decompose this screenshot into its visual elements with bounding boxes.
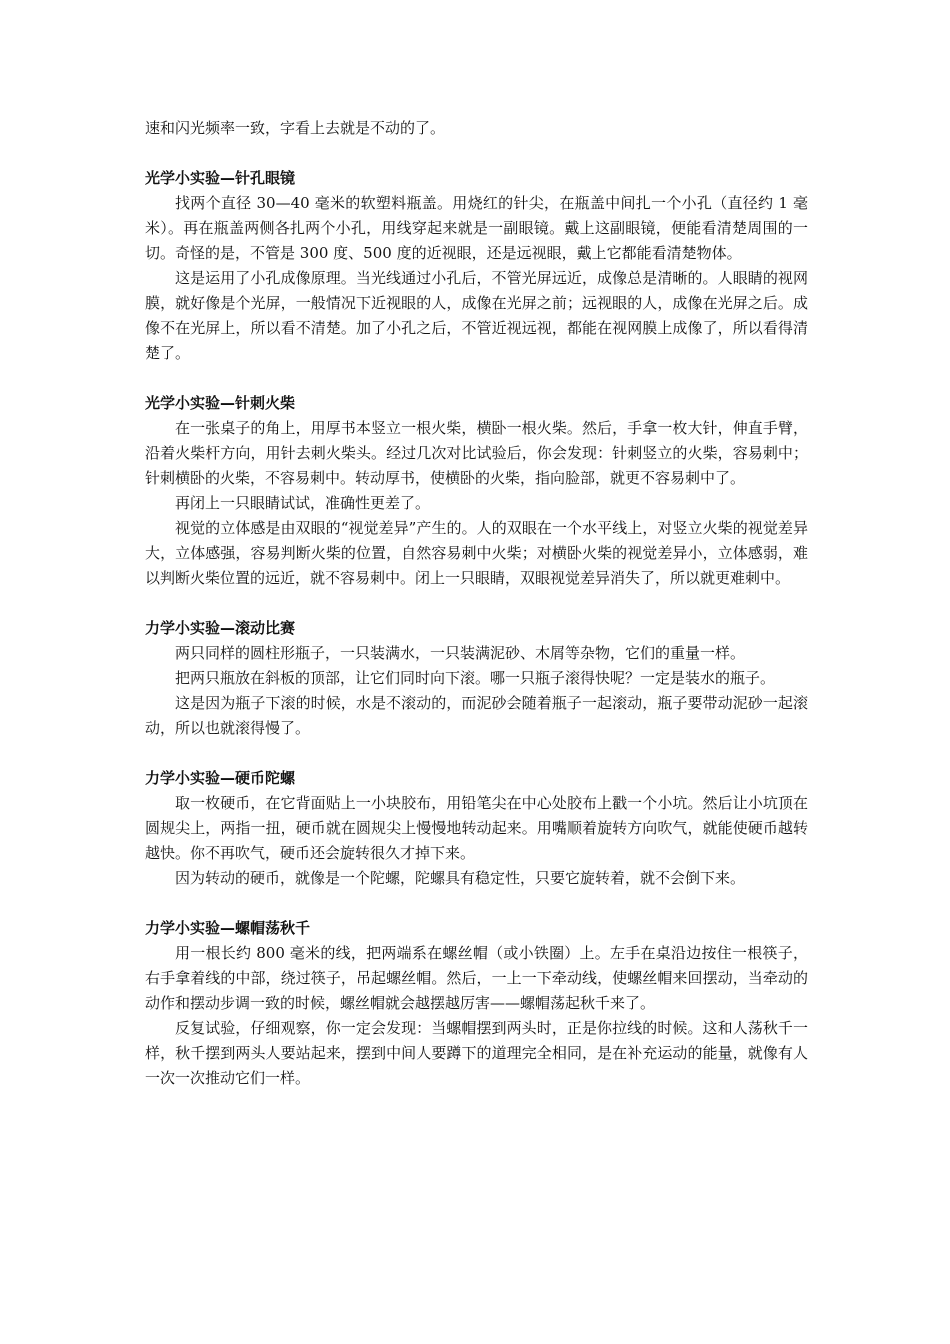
section-title: 力学小实验—硬币陀螺 — [145, 769, 296, 787]
section-coin-top — [145, 766, 808, 891]
paragraph: 取一枚硬币，在它背面贴上一小块胶布，用铅笔尖在中心处胶布上戳一个小坑。然后让小坑顶在圆规尖上，两指一扭，硬币就在圆规尖上慢慢地转动起来。用嘴顺着旋转方向吹气，就能使硬币越转越快。你不再吹气，硬币还会旋转很久才掉下来。 — [145, 794, 808, 862]
section-needle-match — [145, 391, 808, 591]
lead-paragraph: 速和闪光频率一致，字看上去就是不动的了。 — [145, 119, 446, 137]
paragraph: 两只同样的圆柱形瓶子，一只装满水，一只装满泥砂、木屑等杂物，它们的重量一样。 — [175, 644, 746, 662]
paragraph: 把两只瓶放在斜板的顶部，让它们同时向下滚。哪一只瓶子滚得快呢？一定是装水的瓶子。 — [175, 669, 776, 687]
document-page — [145, 116, 808, 1091]
paragraph: 这是运用了小孔成像原理。当光线通过小孔后，不管光屏远近，成像总是清晰的。人眼睛的视网膜，就好像是个光屏，一般情况下近视眼的人，成像在光屏之前；远视眼的人，成像在光屏之后。成像不在光屏上，所以看不清楚。加了小孔之后，不管近视远视，都能在视网膜上成像了，所以看得清楚了。 — [145, 269, 808, 362]
paragraph: 找两个直径 30—40 毫米的软塑料瓶盖。用烧红的针尖，在瓶盖中间扎一个小孔（直径约 1 毫米）。再在瓶盖两侧各扎两个小孔，用线穿起来就是一副眼镜。戴上这副眼镜，便能看清楚周围的一切。奇怪的是，不管是 300 度、500 度的近视眼，还是远视眼，戴上它都能看清楚物体。 — [145, 194, 808, 262]
section-rolling-race — [145, 616, 808, 741]
paragraph: 用一根长约 800 毫米的线，把两端系在螺丝帽（或小铁圈）上。左手在桌沿边按住一根筷子，右手拿着线的中部，绕过筷子，吊起螺丝帽。然后，一上一下牵动线，使螺丝帽来回摆动，当牵动的动作和摆动步调一致的时候，螺丝帽就会越摆越厉害——螺帽荡起秋千来了。 — [145, 944, 808, 1012]
section-nut-swing — [145, 916, 808, 1091]
section-title: 力学小实验—滚动比赛 — [145, 619, 296, 637]
section-title: 力学小实验—螺帽荡秋千 — [145, 919, 311, 937]
paragraph: 再闭上一只眼睛试试，准确性更差了。 — [175, 494, 431, 512]
section-title: 光学小实验—针刺火柴 — [145, 394, 296, 412]
section-pinhole-glasses — [145, 166, 808, 366]
paragraph: 因为转动的硬币，就像是一个陀螺，陀螺具有稳定性，只要它旋转着，就不会倒下来。 — [175, 869, 746, 887]
section-title: 光学小实验—针孔眼镜 — [145, 169, 296, 187]
paragraph: 反复试验，仔细观察，你一定会发现：当螺帽摆到两头时，正是你拉线的时候。这和人荡秋千一样，秋千摆到两头人要站起来，摆到中间人要蹲下的道理完全相同，是在补充运动的能量，就像有人一次一次推动它们一样。 — [145, 1019, 808, 1087]
paragraph: 在一张桌子的角上，用厚书本竖立一根火柴，横卧一根火柴。然后，手拿一枚大针，伸直手臂，沿着火柴杆方向，用针去刺火柴头。经过几次对比试验后，你会发现：针刺竖立的火柴，容易刺中；针刺横卧的火柴，不容易刺中。转动厚书，使横卧的火柴，指向脸部，就更不容易刺中了。 — [145, 419, 808, 487]
paragraph: 视觉的立体感是由双眼的“视觉差异”产生的。人的双眼在一个水平线上，对竖立火柴的视觉差异大，立体感强，容易判断火柴的位置，自然容易刺中火柴；对横卧火柴的视觉差异小，立体感弱，难以判断火柴位置的远近，就不容易刺中。闭上一只眼睛，双眼视觉差异消失了，所以就更难刺中。 — [145, 519, 808, 587]
paragraph: 这是因为瓶子下滚的时候，水是不滚动的，而泥砂会随着瓶子一起滚动，瓶子要带动泥砂一起滚动，所以也就滚得慢了。 — [145, 694, 808, 737]
